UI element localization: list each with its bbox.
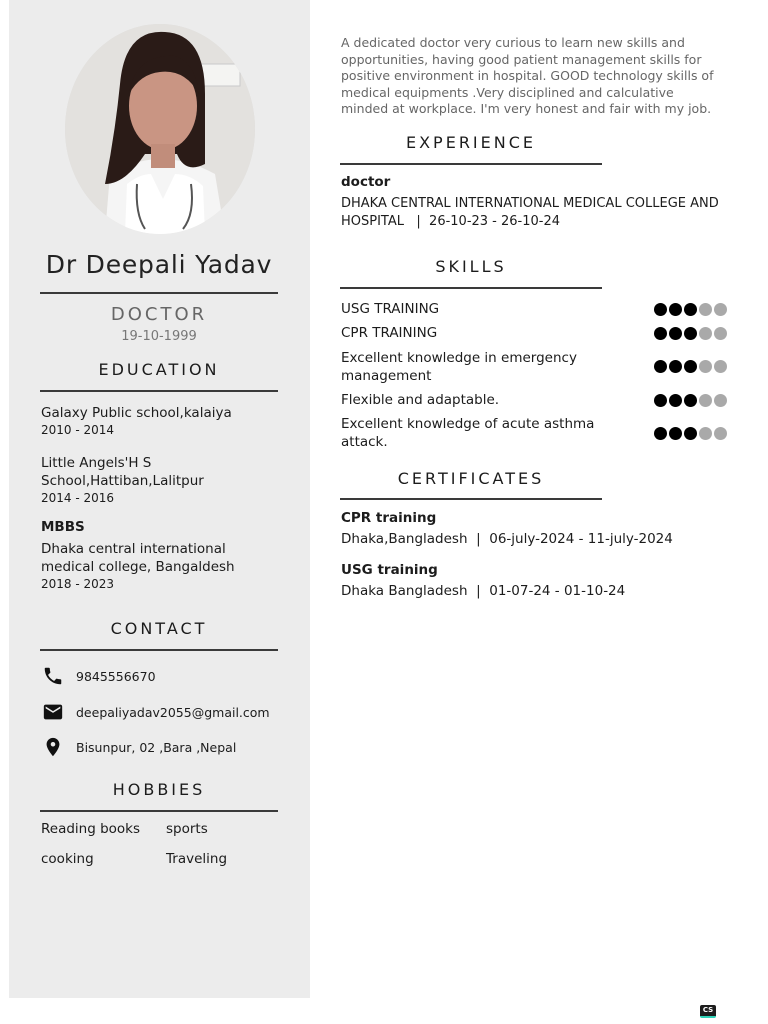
experience-organization: DHAKA CENTRAL INTERNATIONAL MEDICAL COLLEGE AND [341,196,719,211]
skill-rating [654,427,727,440]
rating-dot-empty [699,394,712,407]
rating-dot-filled [684,303,697,316]
rating-dot-filled [654,394,667,407]
skill-label: USG TRAINING [341,301,440,317]
hobbies-divider [40,810,278,812]
skill-rating [654,303,727,316]
skill-label: Excellent knowledge of acute asthma [341,416,595,432]
skill-rating [654,327,727,340]
education-heading: EDUCATION [98,360,220,379]
rating-dot-empty [699,327,712,340]
certificate-title: CPR training [341,510,437,526]
name-divider [40,292,278,294]
mail-icon [42,701,66,725]
hobby-item: Traveling [166,851,228,867]
rating-dot-empty [714,427,727,440]
contact-address: Bisunpur, 02 ,Bara ,Nepal [76,740,237,755]
experience-title: doctor [341,174,391,190]
profile-photo [65,24,255,234]
rating-dot-filled [684,427,697,440]
skill-label: Flexible and adaptable. [341,392,500,408]
job-title: DOCTOR [110,304,208,325]
rating-dot-empty [699,303,712,316]
education-degree: MBBS [41,519,85,535]
hobby-item: Reading books [41,821,141,837]
rating-dot-filled [684,360,697,373]
phone-icon [42,665,66,689]
skill-label: attack. [341,434,388,450]
skill-label: management [341,368,432,384]
rating-dot-filled [654,303,667,316]
rating-dot-empty [714,394,727,407]
app-logo: CS [700,1005,716,1018]
skill-rating [654,360,727,373]
education-school: Dhaka central international [41,541,226,557]
rating-dot-empty [714,327,727,340]
education-school: School,Hattiban,Lalitpur [41,473,204,489]
rating-dot-filled [669,427,682,440]
certificates-heading: CERTIFICATES [397,469,545,488]
hobby-item: sports [166,821,208,837]
profile-summary: A dedicated doctor very curious to learn new skills and opportunities, having good patient management skills for positive environment in hospital. GOOD technology skills of medical equipments .Very disciplined and calculative minded at workplace. I'm very honest and fair with my job. [341,35,714,117]
rating-dot-empty [714,360,727,373]
skills-divider [340,287,602,289]
education-years: 2014 - 2016 [41,491,115,505]
rating-dot-filled [684,327,697,340]
skill-rating [654,394,727,407]
rating-dot-empty [699,360,712,373]
rating-dot-filled [669,360,682,373]
date-of-birth: 19-10-1999 [121,329,197,344]
rating-dot-empty [699,427,712,440]
certificate-detail: Dhaka Bangladesh | 01-07-24 - 01-10-24 [341,583,626,599]
rating-dot-filled [669,327,682,340]
experience-divider [340,163,602,165]
contact-phone: 9845556670 [76,669,156,684]
experience-heading: EXPERIENCE [405,133,537,152]
hobbies-heading: HOBBIES [112,780,206,799]
education-school: Little Angels'H S [41,455,152,471]
rating-dot-empty [714,303,727,316]
education-school: medical college, Bangaldesh [41,559,235,575]
rating-dot-filled [654,327,667,340]
education-years: 2018 - 2023 [41,577,115,591]
rating-dot-filled [654,427,667,440]
contact-divider [40,649,278,651]
education-school: Galaxy Public school,kalaiya [41,405,232,421]
education-divider [40,390,278,392]
certificates-divider [340,498,602,500]
certificate-detail: Dhaka,Bangladesh | 06-july-2024 - 11-july-2024 [341,531,673,547]
rating-dot-filled [654,360,667,373]
contact-email: deepaliyadav2055@gmail.com [76,705,270,720]
certificate-title: USG training [341,562,438,578]
skill-label: Excellent knowledge in emergency [341,350,577,366]
person-name: Dr Deepali Yadav [45,250,273,279]
hobby-item: cooking [41,851,94,867]
skills-heading: SKILLS [435,257,507,276]
rating-dot-filled [669,303,682,316]
education-years: 2010 - 2014 [41,423,115,437]
rating-dot-filled [684,394,697,407]
experience-dates: HOSPITAL | 26-10-23 - 26-10-24 [341,214,561,229]
rating-dot-filled [669,394,682,407]
contact-heading: CONTACT [110,619,208,638]
skill-label: CPR TRAINING [341,325,438,341]
location-pin-icon [42,736,66,760]
